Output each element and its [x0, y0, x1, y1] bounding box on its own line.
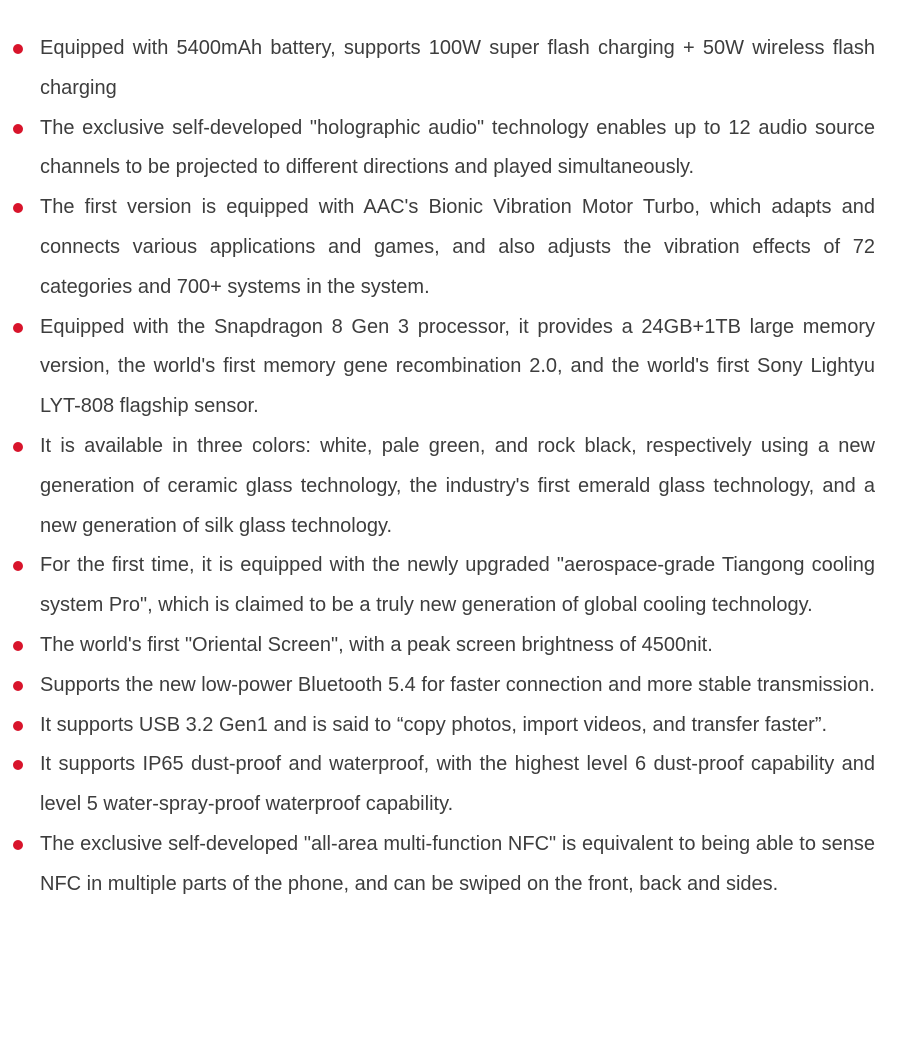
feature-item-colors — [40, 427, 875, 546]
feature-text: The world's first "Oriental Screen", with a peak screen brightness of 4500nit. — [40, 633, 713, 656]
bullet-dot-icon — [13, 681, 23, 691]
feature-text: It supports USB 3.2 Gen1 and is said to “copy photos, import videos, and transfer faster”. — [40, 713, 828, 736]
feature-text: Equipped with 5400mAh battery, supports 100W super flash charging + 50W wireless flash charging — [40, 37, 875, 99]
feature-text: The first version is equipped with AAC's Bionic Vibration Motor Turbo, which adapts and connects various applications and games, and also adjusts the vibration effects of 72 categories and 700+ systems in the system. — [40, 196, 875, 298]
bullet-dot-icon — [13, 721, 23, 731]
bullet-dot-icon — [13, 44, 23, 54]
bullet-dot-icon — [13, 641, 23, 651]
bullet-dot-icon — [13, 323, 23, 333]
feature-text: Equipped with the Snapdragon 8 Gen 3 processor, it provides a 24GB+1TB large memory version, the world's first memory gene recombination 2.0, and the world's first Sony Lightyu LYT-808 flagship sensor. — [40, 315, 875, 418]
feature-item-bluetooth — [40, 666, 875, 706]
feature-text: For the first time, it is equipped with the newly upgraded "aerospace-grade Tiangong cooling system Pro", which is claimed to be a truly new generation of global cooling technology. — [40, 554, 875, 617]
bullet-dot-icon — [13, 840, 23, 850]
bullet-dot-icon — [13, 442, 23, 452]
feature-item-battery — [40, 29, 875, 109]
feature-item-audio — [40, 109, 875, 189]
feature-item-nfc — [40, 825, 875, 905]
feature-item-screen — [40, 626, 875, 666]
bullet-dot-icon — [13, 760, 23, 770]
bullet-dot-icon — [13, 124, 23, 134]
feature-text: The exclusive self-developed "holographic audio" technology enables up to 12 audio source channels to be projected to different directions and played simultaneously. — [40, 116, 875, 179]
feature-text: Supports the new low-power Bluetooth 5.4 for faster connection and more stable transmission. — [40, 673, 875, 696]
bullet-dot-icon — [13, 203, 23, 213]
feature-text: It is available in three colors: white, pale green, and rock black, respectively using a new generation of ceramic glass technology, the industry's first emerald glass technology, and a new generation of silk glass technology. — [40, 434, 875, 537]
bullet-dot-icon — [13, 561, 23, 571]
feature-text: The exclusive self-developed "all-area multi-function NFC" is equivalent to being able to sense NFC in multiple parts of the phone, and can be swiped on the front, back and sides. — [40, 832, 875, 895]
feature-text: It supports IP65 dust-proof and waterproof, with the highest level 6 dust-proof capability and level 5 water-spray-proof waterproof capability. — [40, 753, 875, 816]
feature-item-usb — [40, 706, 875, 746]
feature-item-vibration — [40, 188, 875, 307]
feature-item-waterproof — [40, 745, 875, 825]
feature-item-processor — [40, 308, 875, 427]
feature-item-cooling — [40, 546, 875, 626]
